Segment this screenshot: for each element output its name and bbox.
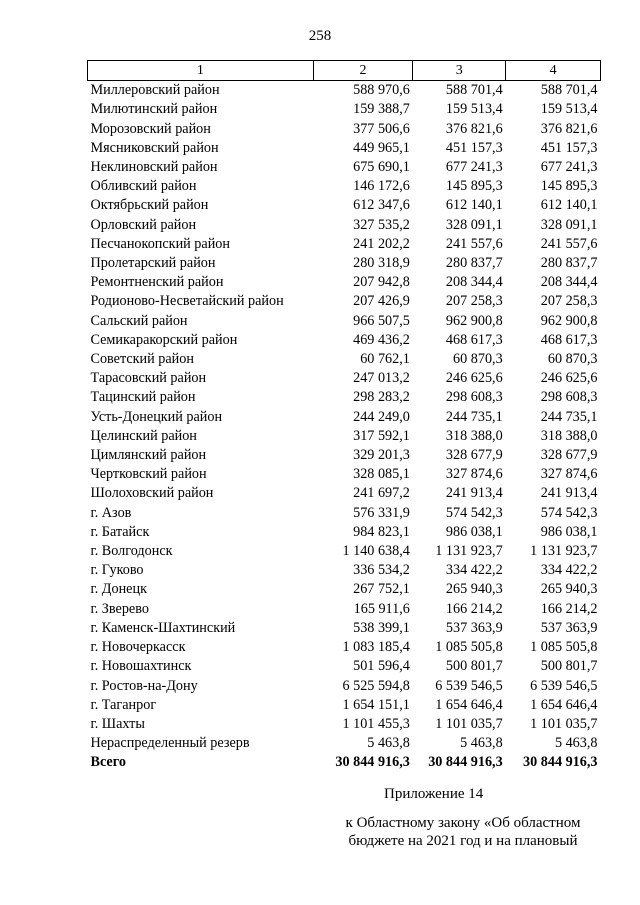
row-value-col-2: 984 823,1 bbox=[353, 523, 410, 540]
row-value-col-4: 244 735,1 bbox=[540, 408, 598, 425]
table-row bbox=[88, 619, 601, 638]
row-value-col-3: 5 463,8 bbox=[460, 735, 503, 752]
row-value-col-3: 207 258,3 bbox=[445, 293, 503, 310]
table-row bbox=[88, 696, 601, 715]
row-name: г. Новошахтинск bbox=[90, 658, 192, 675]
row-value-col-4: 5 463,8 bbox=[554, 735, 598, 752]
row-value-col-3: 166 214,2 bbox=[445, 600, 503, 617]
row-value-col-2: 377 506,6 bbox=[353, 120, 410, 137]
row-name: г. Гуково bbox=[90, 562, 144, 579]
row-value-col-4: 1 101 035,7 bbox=[530, 715, 598, 732]
row-value-col-3: 244 735,1 bbox=[445, 408, 503, 425]
row-value-col-3: 537 363,9 bbox=[445, 619, 503, 636]
row-value-col-3: 145 895,3 bbox=[445, 178, 503, 195]
row-value-col-3: 328 677,9 bbox=[445, 447, 503, 464]
row-name: г. Новочеркасск bbox=[90, 639, 186, 656]
row-value-col-4: 246 625,6 bbox=[540, 370, 598, 387]
row-name: Усть-Донецкий район bbox=[90, 408, 223, 425]
row-value-col-3: 280 837,7 bbox=[445, 255, 503, 272]
row-value-col-4: 677 241,3 bbox=[540, 159, 598, 176]
table-row bbox=[88, 350, 601, 369]
row-name: Орловский район bbox=[90, 216, 197, 233]
table-row bbox=[88, 504, 601, 523]
row-value-col-3: 159 513,4 bbox=[445, 101, 503, 118]
row-value-col-3: 246 625,6 bbox=[445, 370, 503, 387]
table-header-row bbox=[88, 61, 601, 81]
header-col-2: 2 bbox=[313, 61, 413, 81]
row-name: г. Батайск bbox=[90, 523, 150, 540]
table-row bbox=[88, 561, 601, 580]
row-name: Цимлянский район bbox=[90, 447, 207, 464]
header-col-3: 3 bbox=[413, 61, 506, 81]
row-value-col-4: 327 874,6 bbox=[540, 466, 598, 483]
row-value-col-4: 334 422,2 bbox=[540, 562, 598, 579]
table-row bbox=[88, 312, 601, 331]
row-value-col-4: 1 085 505,8 bbox=[530, 639, 598, 656]
row-value-col-2: 267 752,1 bbox=[353, 581, 410, 598]
appendix-line-1: к Областному закону «Об областном bbox=[345, 815, 581, 831]
row-name: Нераспределенный резерв bbox=[90, 735, 250, 752]
table-row bbox=[88, 273, 601, 292]
row-value-col-2: 280 318,9 bbox=[353, 255, 410, 272]
row-value-col-3: 334 422,2 bbox=[445, 562, 503, 579]
row-name: Советский район bbox=[90, 351, 194, 368]
page-number: 258 bbox=[308, 28, 332, 44]
row-name: г. Азов bbox=[90, 504, 132, 521]
row-name: г. Каменск-Шахтинский bbox=[90, 619, 236, 636]
row-value-col-3: 376 821,6 bbox=[445, 120, 503, 137]
budget-table bbox=[87, 60, 601, 773]
row-value-col-2: 244 249,0 bbox=[353, 408, 410, 425]
row-value-col-3: 451 157,3 bbox=[445, 139, 503, 156]
table-row bbox=[88, 177, 601, 196]
row-name: Сальский район bbox=[90, 312, 188, 329]
appendix-title: Приложение 14 bbox=[384, 786, 484, 802]
row-value-col-4: 30 844 916,3 bbox=[523, 754, 598, 771]
row-value-col-4: 1 131 923,7 bbox=[530, 543, 598, 560]
row-value-col-4: 145 895,3 bbox=[540, 178, 598, 195]
row-value-col-4: 6 539 546,5 bbox=[530, 677, 598, 694]
row-name: Мясниковский район bbox=[90, 139, 219, 156]
row-value-col-4: 298 608,3 bbox=[540, 389, 598, 406]
table-row bbox=[88, 638, 601, 657]
row-name: г. Шахты bbox=[90, 715, 145, 732]
table-row bbox=[88, 734, 601, 753]
table-row bbox=[88, 120, 601, 139]
row-value-col-2: 1 101 455,3 bbox=[342, 715, 410, 732]
row-value-col-2: 317 592,1 bbox=[353, 427, 410, 444]
row-value-col-4: 612 140,1 bbox=[540, 197, 598, 214]
row-value-col-4: 265 940,3 bbox=[540, 581, 598, 598]
table-row bbox=[88, 292, 601, 311]
row-value-col-3: 241 557,6 bbox=[445, 235, 503, 252]
row-value-col-4: 574 542,3 bbox=[540, 504, 598, 521]
row-value-col-2: 328 085,1 bbox=[353, 466, 410, 483]
table-row bbox=[88, 657, 601, 676]
row-value-col-4: 1 654 646,4 bbox=[530, 696, 598, 713]
table-body bbox=[88, 81, 601, 773]
appendix-line-2: бюджете на 2021 год и на плановый bbox=[348, 833, 578, 849]
row-name: Всего bbox=[90, 754, 126, 771]
row-name: г. Таганрог bbox=[90, 696, 157, 713]
row-name: Милютинский район bbox=[90, 101, 218, 118]
row-value-col-3: 962 900,8 bbox=[445, 312, 503, 329]
row-value-col-2: 247 013,2 bbox=[353, 370, 410, 387]
row-value-col-2: 6 525 594,8 bbox=[342, 677, 410, 694]
table-total-row bbox=[88, 753, 601, 772]
row-value-col-2: 146 172,6 bbox=[353, 178, 410, 195]
row-value-col-2: 207 426,9 bbox=[353, 293, 410, 310]
row-value-col-3: 327 874,6 bbox=[445, 466, 503, 483]
row-name: Морозовский район bbox=[90, 120, 211, 137]
table-row bbox=[88, 158, 601, 177]
row-name: Целинский район bbox=[90, 427, 197, 444]
row-name: Неклиновский район bbox=[90, 159, 218, 176]
row-value-col-2: 1 654 151,1 bbox=[342, 696, 410, 713]
row-value-col-2: 159 388,7 bbox=[353, 101, 410, 118]
row-value-col-3: 30 844 916,3 bbox=[428, 754, 503, 771]
row-name: Шолоховский район bbox=[90, 485, 214, 502]
row-value-col-4: 208 344,4 bbox=[540, 274, 598, 291]
row-value-col-4: 60 870,3 bbox=[547, 351, 598, 368]
appendix-text bbox=[333, 814, 593, 850]
row-value-col-2: 241 697,2 bbox=[353, 485, 410, 502]
row-name: Тацинский район bbox=[90, 389, 196, 406]
row-value-col-2: 675 690,1 bbox=[353, 159, 410, 176]
row-name: Миллеровский район bbox=[90, 82, 220, 99]
row-value-col-2: 1 140 638,4 bbox=[342, 543, 410, 560]
row-value-col-2: 469 436,2 bbox=[353, 331, 410, 348]
row-value-col-2: 327 535,2 bbox=[353, 216, 410, 233]
row-name: Родионово-Несветайский район bbox=[90, 293, 284, 310]
header-col-1: 1 bbox=[88, 61, 314, 81]
row-value-col-2: 449 965,1 bbox=[353, 139, 410, 156]
row-value-col-4: 280 837,7 bbox=[540, 255, 598, 272]
row-value-col-3: 574 542,3 bbox=[445, 504, 503, 521]
table-row bbox=[88, 542, 601, 561]
row-value-col-3: 60 870,3 bbox=[453, 351, 503, 368]
row-value-col-2: 612 347,6 bbox=[353, 197, 410, 214]
table-row bbox=[88, 677, 601, 696]
row-value-col-2: 588 970,6 bbox=[353, 82, 410, 99]
row-value-col-4: 207 258,3 bbox=[540, 293, 598, 310]
table-row bbox=[88, 216, 601, 235]
row-name: Обливский район bbox=[90, 178, 197, 195]
row-value-col-4: 986 038,1 bbox=[540, 523, 598, 540]
row-value-col-4: 328 677,9 bbox=[540, 447, 598, 464]
table-row bbox=[88, 235, 601, 254]
table-row bbox=[88, 427, 601, 446]
row-name: Семикаракорский район bbox=[90, 331, 238, 348]
row-name: Тарасовский район bbox=[90, 370, 207, 387]
row-value-col-2: 207 942,8 bbox=[353, 274, 410, 291]
row-value-col-3: 677 241,3 bbox=[445, 159, 503, 176]
row-value-col-4: 376 821,6 bbox=[540, 120, 598, 137]
row-value-col-4: 328 091,1 bbox=[540, 216, 598, 233]
row-name: Ремонтненский район bbox=[90, 274, 224, 291]
row-value-col-3: 500 801,7 bbox=[445, 658, 503, 675]
row-name: г. Ростов-на-Дону bbox=[90, 677, 198, 694]
row-value-col-2: 576 331,9 bbox=[353, 504, 410, 521]
table-row bbox=[88, 465, 601, 484]
row-value-col-3: 1 131 923,7 bbox=[435, 543, 503, 560]
row-value-col-3: 1 101 035,7 bbox=[435, 715, 503, 732]
row-value-col-3: 208 344,4 bbox=[445, 274, 503, 291]
row-value-col-2: 30 844 916,3 bbox=[335, 754, 410, 771]
table-row bbox=[88, 446, 601, 465]
table-row bbox=[88, 100, 601, 119]
row-name: г. Донецк bbox=[90, 581, 147, 598]
table-row bbox=[88, 331, 601, 350]
row-value-col-3: 328 091,1 bbox=[445, 216, 503, 233]
row-value-col-4: 588 701,4 bbox=[540, 82, 598, 99]
table-row bbox=[88, 196, 601, 215]
table-row bbox=[88, 369, 601, 388]
table-row bbox=[88, 388, 601, 407]
row-name: Песчанокопский район bbox=[90, 235, 230, 252]
row-value-col-4: 537 363,9 bbox=[540, 619, 598, 636]
row-value-col-3: 468 617,3 bbox=[445, 331, 503, 348]
row-value-col-4: 962 900,8 bbox=[540, 312, 598, 329]
row-value-col-2: 60 762,1 bbox=[360, 351, 410, 368]
row-value-col-4: 468 617,3 bbox=[540, 331, 598, 348]
row-value-col-2: 329 201,3 bbox=[353, 447, 410, 464]
row-value-col-3: 588 701,4 bbox=[445, 82, 503, 99]
row-name: Октябрьский район bbox=[90, 197, 209, 214]
table-row bbox=[88, 408, 601, 427]
row-value-col-2: 241 202,2 bbox=[353, 235, 410, 252]
row-value-col-3: 318 388,0 bbox=[445, 427, 503, 444]
row-value-col-3: 1 654 646,4 bbox=[435, 696, 503, 713]
row-name: г. Зверево bbox=[90, 600, 149, 617]
row-value-col-4: 166 214,2 bbox=[540, 600, 598, 617]
row-value-col-2: 501 596,4 bbox=[353, 658, 410, 675]
row-value-col-3: 298 608,3 bbox=[445, 389, 503, 406]
row-value-col-4: 500 801,7 bbox=[540, 658, 598, 675]
table-row bbox=[88, 715, 601, 734]
row-name: г. Волгодонск bbox=[90, 543, 173, 560]
row-value-col-3: 986 038,1 bbox=[445, 523, 503, 540]
table-row bbox=[88, 600, 601, 619]
table-row bbox=[88, 523, 601, 542]
row-value-col-2: 298 283,2 bbox=[353, 389, 410, 406]
table-row bbox=[88, 81, 601, 101]
row-value-col-3: 241 913,4 bbox=[445, 485, 503, 502]
row-value-col-3: 265 940,3 bbox=[445, 581, 503, 598]
row-value-col-2: 966 507,5 bbox=[353, 312, 410, 329]
table-row bbox=[88, 139, 601, 158]
row-name: Пролетарский район bbox=[90, 255, 216, 272]
row-value-col-4: 159 513,4 bbox=[540, 101, 598, 118]
row-value-col-4: 241 913,4 bbox=[540, 485, 598, 502]
row-value-col-2: 336 534,2 bbox=[353, 562, 410, 579]
row-name: Чертковский район bbox=[90, 466, 207, 483]
row-value-col-3: 1 085 505,8 bbox=[435, 639, 503, 656]
row-value-col-4: 451 157,3 bbox=[540, 139, 598, 156]
row-value-col-2: 165 911,6 bbox=[353, 600, 410, 617]
row-value-col-2: 1 083 185,4 bbox=[342, 639, 410, 656]
table-row bbox=[88, 484, 601, 503]
row-value-col-2: 5 463,8 bbox=[367, 735, 410, 752]
row-value-col-3: 612 140,1 bbox=[445, 197, 503, 214]
table-row bbox=[88, 580, 601, 599]
row-value-col-3: 6 539 546,5 bbox=[435, 677, 503, 694]
header-col-4: 4 bbox=[506, 61, 601, 81]
row-value-col-4: 241 557,6 bbox=[540, 235, 598, 252]
row-value-col-2: 538 399,1 bbox=[353, 619, 410, 636]
table-row bbox=[88, 254, 601, 273]
row-value-col-4: 318 388,0 bbox=[540, 427, 598, 444]
